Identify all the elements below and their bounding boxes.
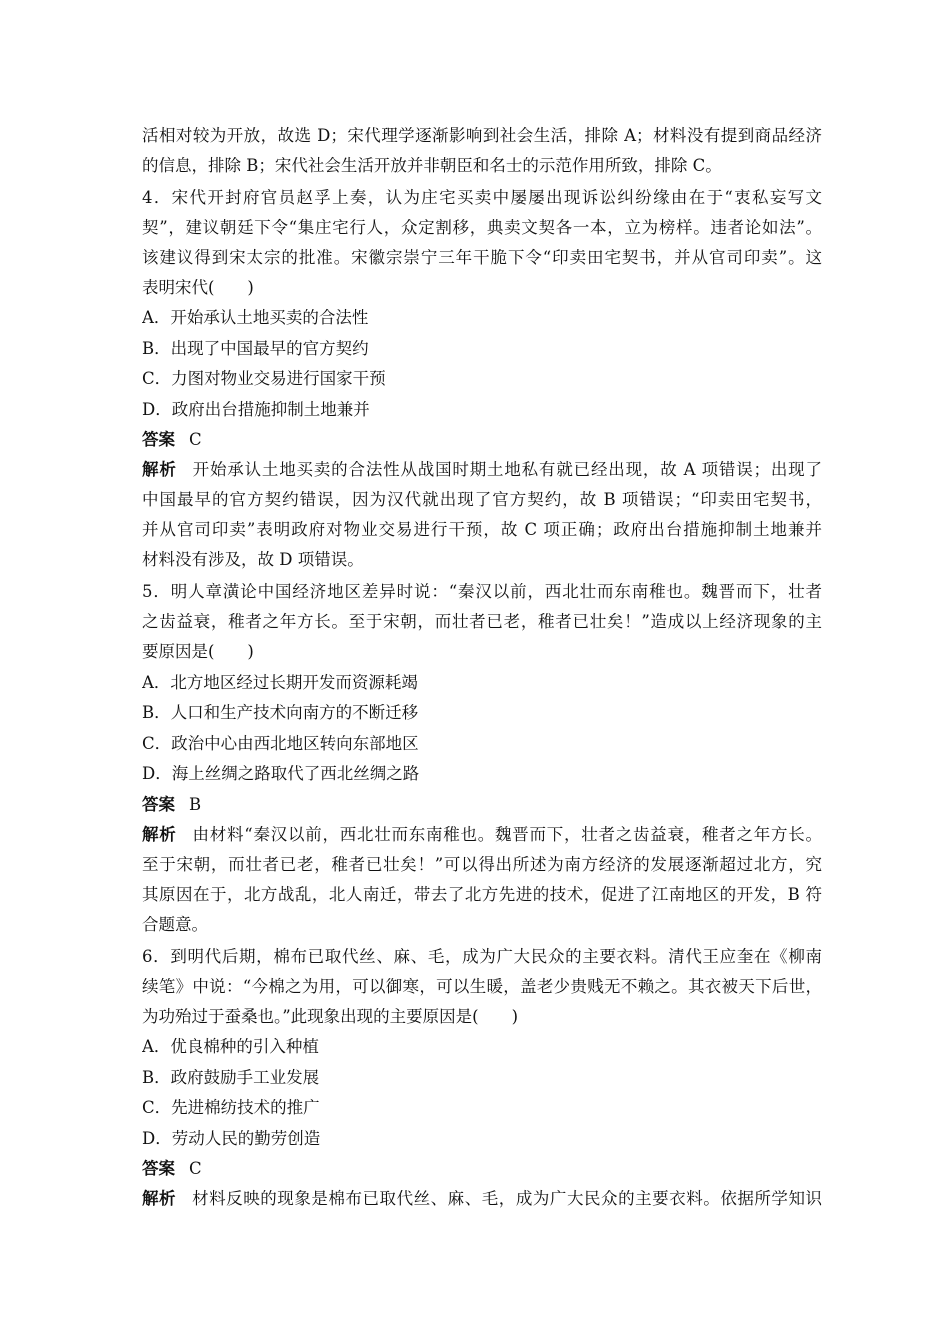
question-4-stem-line: 该建议得到宋太宗的批准。宋徽宗崇宁三年干脆下令“印卖田宅契书，并从官司印卖”。这 [142,248,822,267]
question-4-explanation-line [142,455,822,485]
question-4-stem-line: 4．宋代开封府官员赵孚上奏，认为庄宅买卖中屡屡出现诉讼纠纷缘由在于“衷私妄写文 [142,188,822,207]
prev-explanation-line: 的信息，排除 B；宋代社会生活开放并非朝臣和名士的示范作用所致，排除 C。 [142,156,722,175]
question-4-option-b: B．出现了中国最早的官方契约 [142,339,369,358]
question-5-stem-line: 之齿益衰，稚者之年方长。至于宋朝，而壮者已老，稚者已壮矣！”造成以上经济现象的主 [142,612,822,631]
explanation-text: 开始承认土地买卖的合法性从战国时期土地私有就已经出现，故 A 项错误；出现了 [192,460,822,479]
question-6-option-b: B．政府鼓励手工业发展 [142,1068,320,1087]
explanation-label: 解析 [142,825,177,844]
explanation-label: 解析 [142,460,177,479]
question-4-answer [142,425,822,455]
question-5-option-c: C．政治中心由西北地区转向东部地区 [142,734,419,753]
question-6-option-c: C．先进棉纺技术的推广 [142,1098,320,1117]
explanation-text: 由材料“秦汉以前，西北壮而东南稚也。魏晋而下，壮者之齿益衰，稚者之年方长。 [192,825,822,844]
question-6-option-a: A．优良棉种的引入种植 [142,1037,319,1056]
answer-label: 答案 [142,1159,175,1178]
answer-label: 答案 [142,795,175,814]
explanation-label: 解析 [142,1189,177,1208]
prev-explanation-line: 活相对较为开放，故选 D；宋代理学逐渐影响到社会生活，排除 A；材料没有提到商品经济 [142,126,822,145]
question-4-stem-line: 表明宋代( ) [142,278,254,297]
question-5-stem-line: 要原因是( ) [142,642,254,661]
answer-value: B [189,795,202,814]
question-5-explanation-line: 合题意。 [142,915,208,934]
question-4-explanation-line: 并从官司印卖”表明政府对物业交易进行干预，故 C 项正确；政府出台措施抑制土地兼并 [142,520,822,539]
answer-label: 答案 [142,430,175,449]
question-5-option-b: B．人口和生产技术向南方的不断迁移 [142,703,419,722]
question-4-explanation-line: 中国最早的官方契约错误，因为汉代就出现了官方契约，故 B 项错误；“印卖田宅契书， [142,490,822,509]
question-5-explanation-line: 其原因在于，北方战乱，北人南迁，带去了北方先进的技术，促进了江南地区的开发，B 符 [142,885,822,904]
question-6-explanation-line [142,1184,822,1214]
answer-value: C [189,1159,202,1178]
question-4-option-a: A．开始承认土地买卖的合法性 [142,308,369,327]
question-5-stem-line: 5．明人章潢论中国经济地区差异时说：“秦汉以前，西北壮而东南稚也。魏晋而下，壮者 [142,582,822,601]
question-5-explanation-line: 至于宋朝，而壮者已老，稚者已壮矣！”可以得出所述为南方经济的发展逐渐超过北方，究 [142,855,822,874]
question-6-stem-line: 续笔》中说：“今棉之为用，可以御寒，可以生暖，盖老少贵贱无不赖之。其衣被天下后世， [142,977,822,996]
question-4-option-c: C．力图对物业交易进行国家干预 [142,369,386,388]
question-6-option-d: D．劳动人民的勤劳创造 [142,1129,321,1148]
question-6-answer [142,1154,822,1184]
explanation-text: 材料反映的现象是棉布已取代丝、麻、毛，成为广大民众的主要衣料。依据所学知识 [192,1189,822,1208]
question-4-explanation-line: 材料没有涉及，故 D 项错误。 [142,550,364,569]
question-4-stem-line: 契”，建议朝廷下令“集庄宅行人，众定割移，典卖文契各一本，立为榜样。违者论如法”。 [142,218,822,237]
question-5-option-a: A．北方地区经过长期开发而资源耗竭 [142,673,418,692]
question-5-answer [142,790,822,820]
answer-value: C [189,430,202,449]
question-6-stem-line: 6．到明代后期，棉布已取代丝、麻、毛，成为广大民众的主要衣料。清代王应奎在《柳南 [142,947,822,966]
question-5-explanation-line [142,820,822,850]
question-6-stem-line: 为功殆过于蚕桑也。”此现象出现的主要原因是( ) [142,1007,519,1026]
question-5-option-d: D．海上丝绸之路取代了西北丝绸之路 [142,764,420,783]
question-4-option-d: D．政府出台措施抑制土地兼并 [142,400,370,419]
